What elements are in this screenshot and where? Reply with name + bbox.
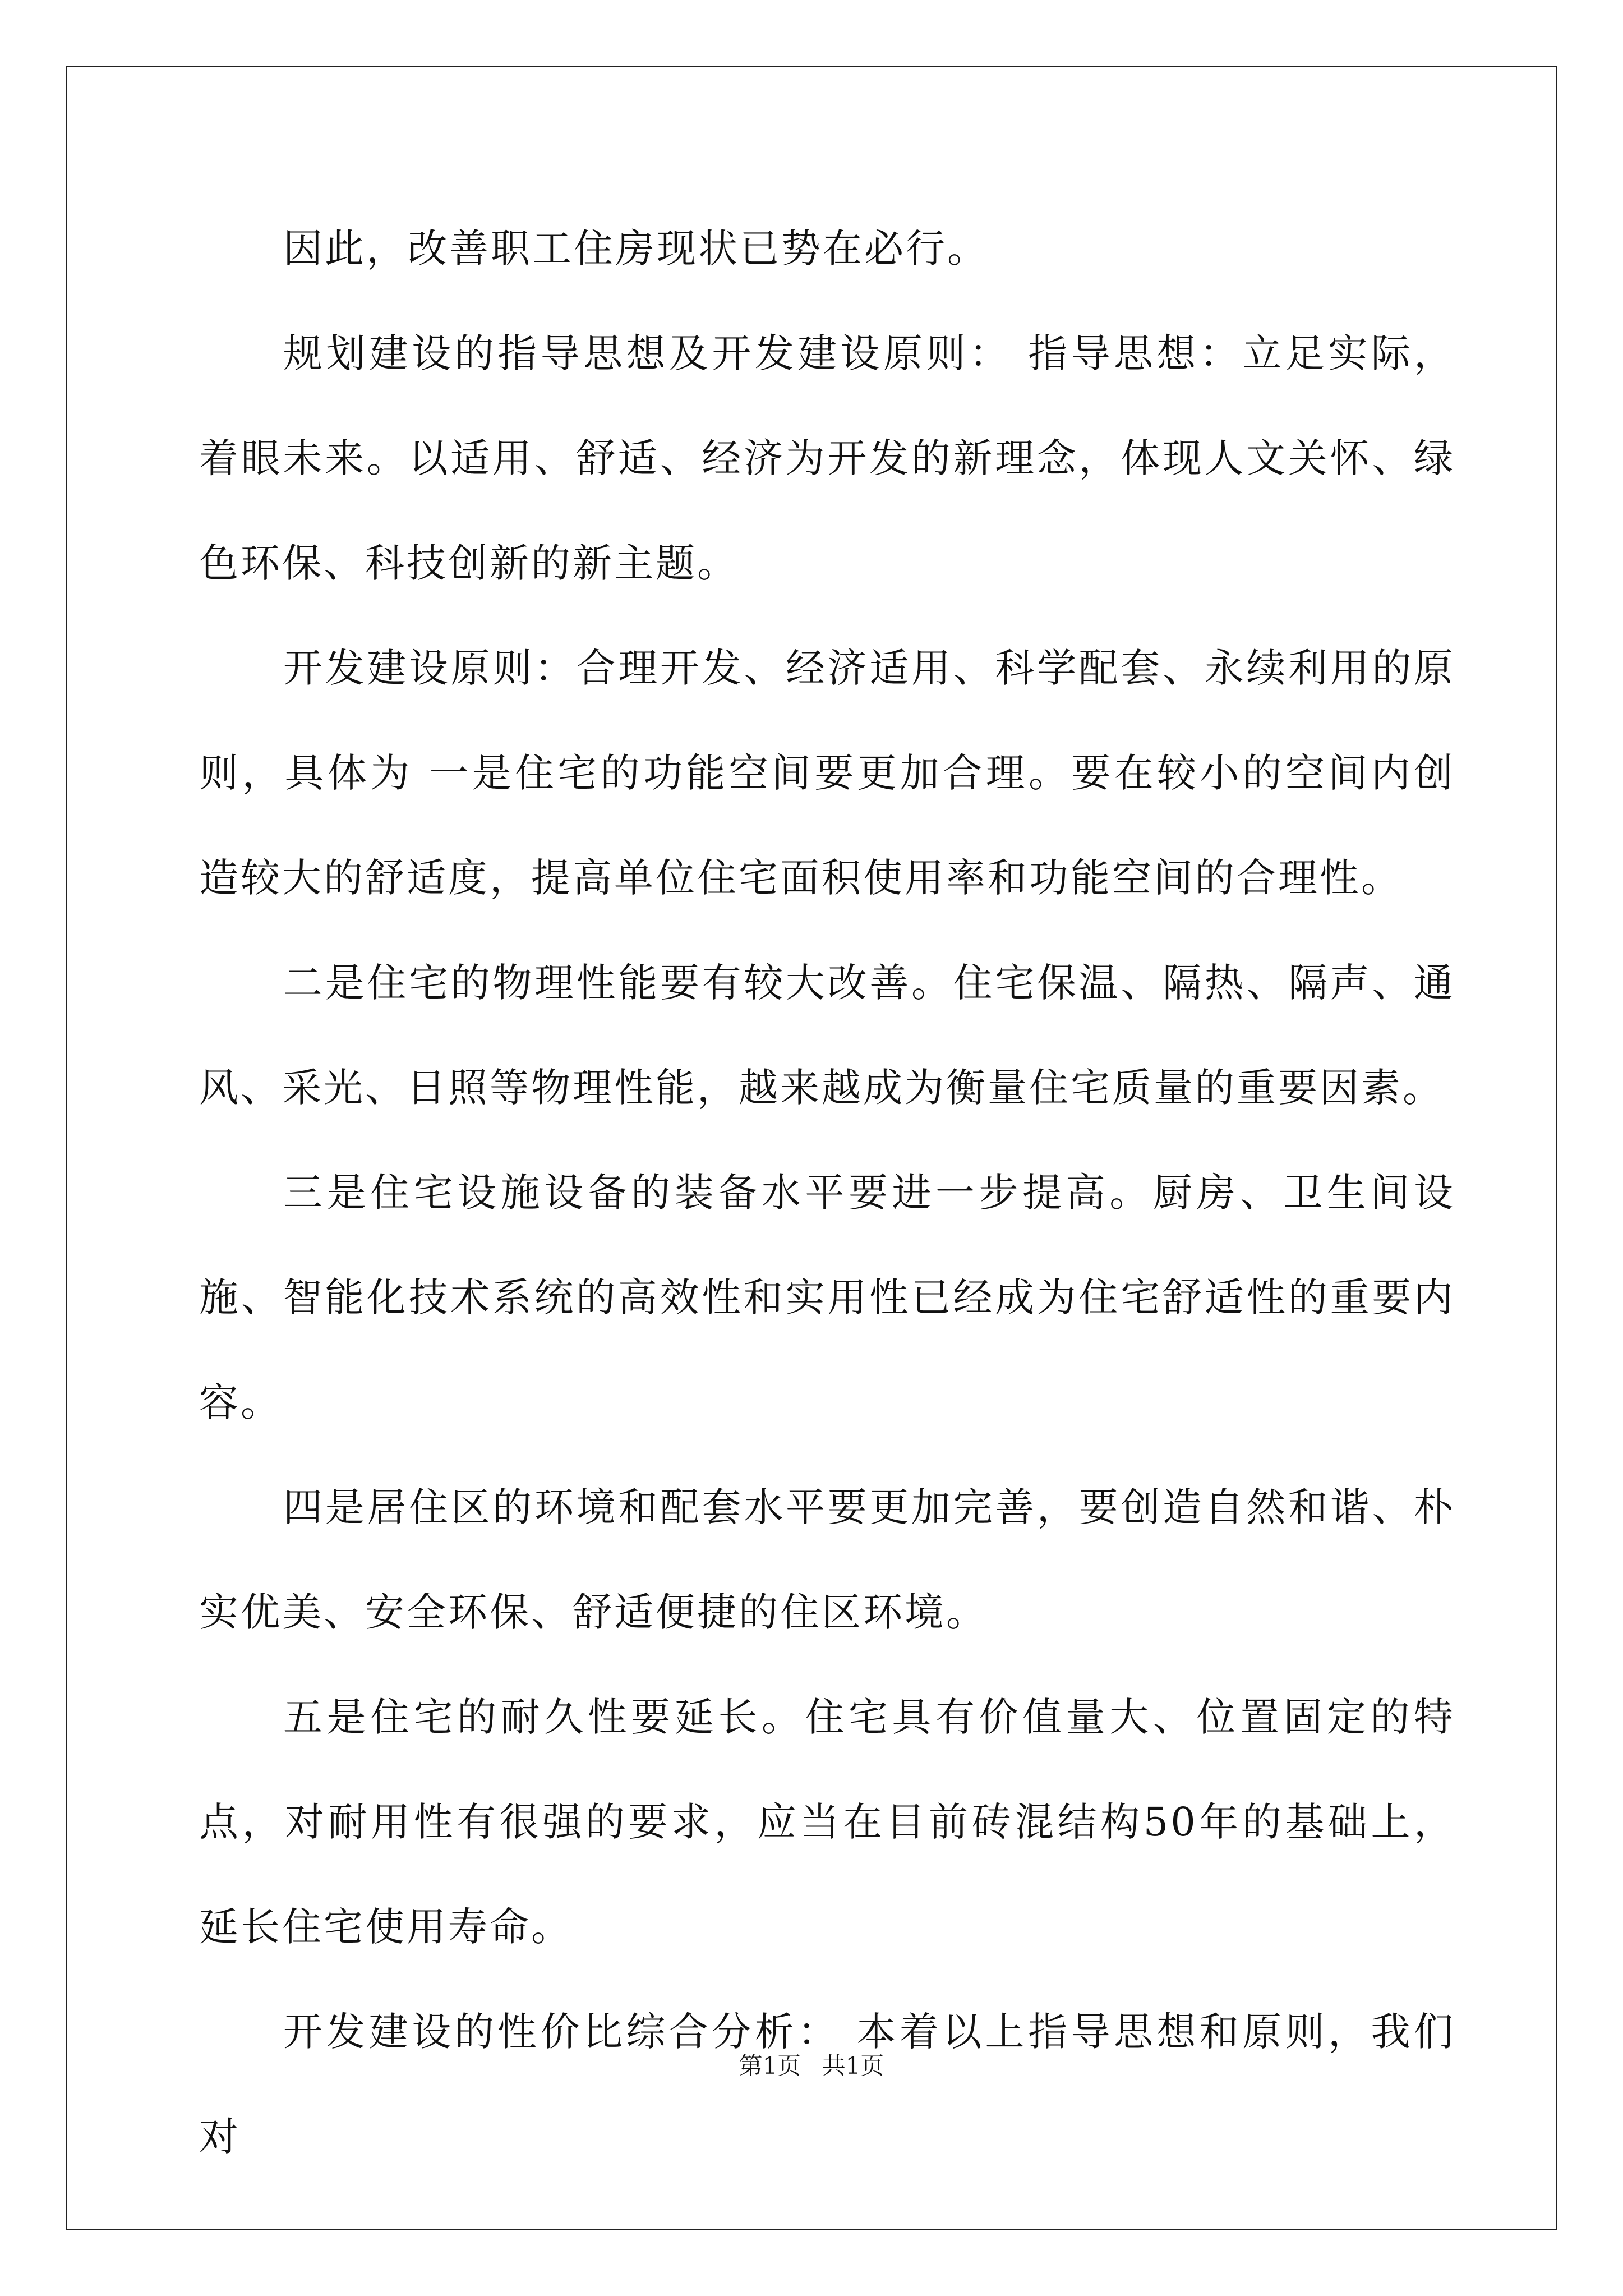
paragraph-point-four: 四是居住区的环境和配套水平要更加完善，要创造自然和谐、朴实优美、安全环保、舒适便捷的住区环境。 [199, 1484, 1455, 1635]
document-body [199, 196, 1455, 2189]
page-number: 第1页 [739, 2052, 801, 2079]
paragraph-point-three: 三是住宅设施设备的装备水平要进一步提高。厨房、卫生间设施、智能化技术系统的高效性和实用性已经成为住宅舒适性的重要内容。 [199, 1170, 1455, 1425]
paragraph-conclusion: 因此，改善职工住房现状已势在必行。 [283, 226, 989, 272]
page-total: 共1页 [822, 2052, 884, 2079]
paragraph-guiding-ideology: 规划建设的指导思想及开发建设原则： 指导思想：立足实际，着眼未来。以适用、舒适、经济为开发的新理念，体现人文关怀、绿色环保、科技创新的新主题。 [199, 330, 1455, 586]
paragraph-cost-analysis: 开发建设的性价比综合分析： 本着以上指导思想和原则，我们对 [199, 2009, 1455, 2160]
paragraph-point-five: 五是住宅的耐久性要延长。住宅具有价值量大、位置固定的特点，对耐用性有很强的要求，应当在目前砖混结构50年的基础上，延长住宅使用寿命。 [199, 1694, 1455, 1950]
paragraph-point-two: 二是住宅的物理性能要有较大改善。住宅保温、隔热、隔声、通风、采光、日照等物理性能，越来越成为衡量住宅质量的重要因素。 [199, 960, 1455, 1111]
page-footer [0, 2047, 1623, 2081]
paragraph-development-principles: 开发建设原则：合理开发、经济适用、科学配套、永续利用的原则，具体为 一是住宅的功能空间要更加合理。要在较小的空间内创造较大的舒适度，提高单位住宅面积使用率和功能空间的合理性。 [199, 645, 1455, 901]
